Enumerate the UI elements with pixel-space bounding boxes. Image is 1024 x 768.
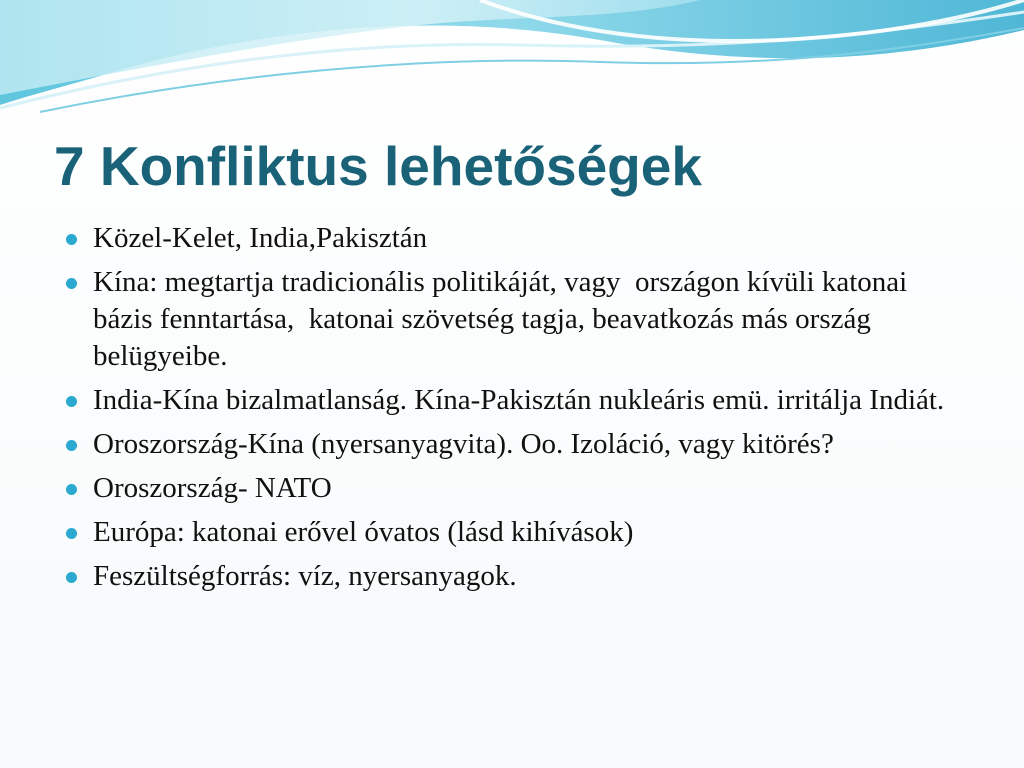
bullet-dot-icon	[66, 528, 77, 539]
bullet-text: India-Kína bizalmatlanság. Kína-Pakisztán nukleáris emü. irritálja Indiát.	[93, 384, 945, 416]
bullet-dot-icon	[66, 278, 77, 289]
bullet-text: Európa: katonai erővel óvatos (lásd kihívások)	[93, 516, 634, 548]
bullet-dot-icon	[66, 572, 77, 583]
bullet-item	[64, 264, 964, 375]
bullet-dot-icon	[66, 396, 77, 407]
wave-banner-decoration	[0, 0, 1024, 130]
bullet-text: Feszültségforrás: víz, nyersanyagok.	[93, 560, 517, 592]
bullet-dot-icon	[66, 484, 77, 495]
bullet-list	[64, 220, 964, 602]
slide-title: 7 Konfliktus lehetőségek	[54, 135, 702, 197]
bullet-dot-icon	[66, 440, 77, 451]
bullet-item	[64, 514, 964, 551]
bullet-item	[64, 426, 964, 463]
bullet-item	[64, 470, 964, 507]
bullet-item	[64, 220, 964, 257]
bullet-text: Közel-Kelet, India,Pakisztán	[93, 222, 428, 254]
bullet-text: Oroszország- NATO	[93, 472, 332, 504]
bullet-text: Oroszország-Kína (nyersanyagvita). Oo. Izoláció, vagy kitörés?	[93, 428, 834, 460]
bullet-item	[64, 558, 964, 595]
bullet-text: Kína: megtartja tradicionális politikáját, vagy országon kívüli katonai bázis fenntartása, katonai szövetség tagja, beavatkozás más ország belügyeibe.	[93, 266, 915, 372]
bullet-item	[64, 382, 964, 419]
bullet-dot-icon	[66, 234, 77, 245]
